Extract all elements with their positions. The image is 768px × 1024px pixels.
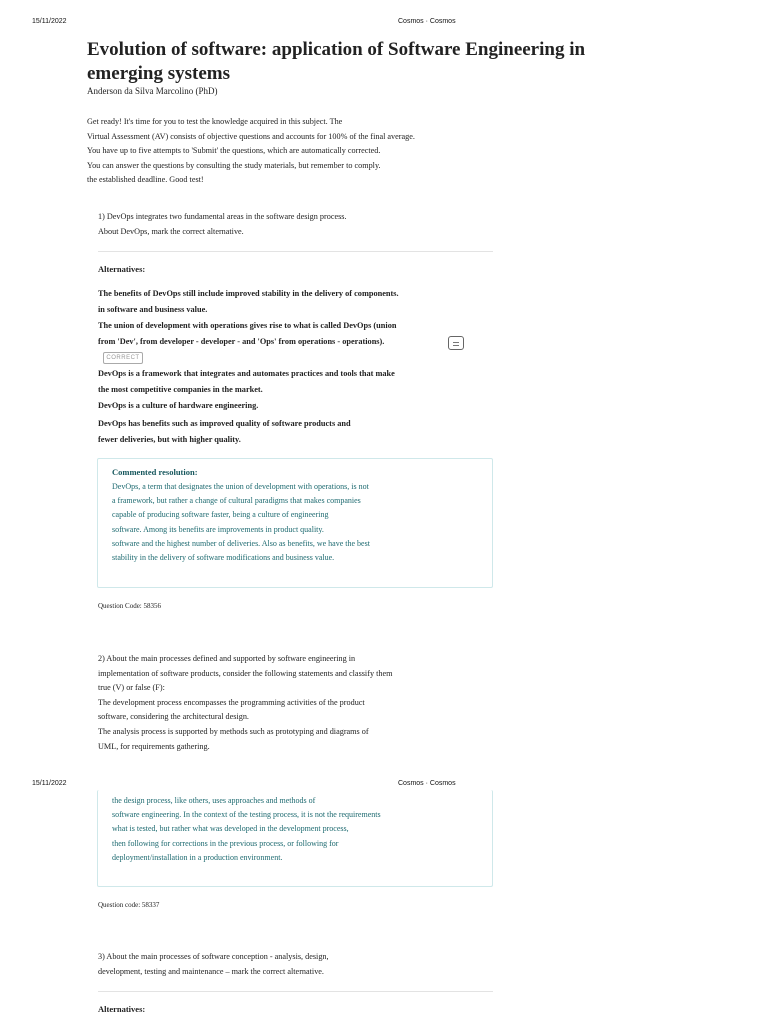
question-code: Question code: 58337 bbox=[98, 901, 160, 909]
alternative-text: DevOps has benefits such as improved quality of software products and bbox=[98, 419, 351, 428]
prompt-line: 3) About the main processes of software conception - analysis, design, bbox=[98, 952, 329, 961]
question-code: Question Code: 58356 bbox=[98, 602, 161, 610]
intro-line: You have up to five attempts to 'Submit' the questions, which are automatically corrected. bbox=[87, 146, 381, 156]
alternative-d[interactable] bbox=[98, 398, 258, 414]
intro-text bbox=[87, 115, 415, 188]
resolution-line: software. Among its benefits are improvements in product quality. bbox=[112, 524, 324, 534]
correct-badge: CORRECT bbox=[103, 352, 143, 364]
alternative-text: from 'Dev', from developer - developer - and 'Ops' from operations - operations). bbox=[98, 336, 385, 346]
prompt-line: UML, for requirements gathering. bbox=[98, 741, 210, 751]
author-name: Anderson da Silva Marcolino (PhD) bbox=[87, 86, 218, 96]
prompt-line: true (V) or false (F): bbox=[98, 683, 165, 693]
page-title: Evolution of software: application of Software Engineering in emerging systems bbox=[87, 39, 586, 84]
resolution-line: a framework, but rather a change of cultural paradigms that makes companies bbox=[112, 496, 361, 506]
resolution-line: software and the highest number of deliveries. Also as benefits, we have the best bbox=[112, 538, 370, 548]
alternative-text: fewer deliveries, but with higher quality. bbox=[98, 434, 241, 444]
alternative-text: The benefits of DevOps still include improved stability in the delivery of components. bbox=[98, 289, 399, 298]
alternative-text: DevOps is a culture of hardware engineering. bbox=[98, 401, 259, 410]
resolution-line: what is tested, but rather what was developed in the development process, bbox=[112, 824, 349, 834]
resolution-text bbox=[112, 794, 381, 865]
intro-line: Virtual Assessment (AV) consists of objective questions and accounts for 100% of the final average. bbox=[87, 131, 415, 141]
alternative-text: DevOps is a framework that integrates and automates practices and tools that make bbox=[98, 369, 395, 378]
resolution-text bbox=[112, 480, 370, 565]
print-date: 15/11/2022 bbox=[32, 780, 67, 787]
copy-icon[interactable] bbox=[448, 336, 464, 350]
alternative-a[interactable] bbox=[98, 286, 399, 317]
divider bbox=[98, 251, 493, 252]
alternative-c[interactable] bbox=[98, 366, 395, 397]
alternative-text: The union of development with operations gives rise to what is called DevOps (union bbox=[98, 321, 397, 330]
question-3-prompt bbox=[98, 950, 329, 979]
alternative-e[interactable] bbox=[98, 416, 351, 447]
prompt-line: About DevOps, mark the correct alternative. bbox=[98, 226, 244, 236]
intro-line: the established deadline. Good test! bbox=[87, 175, 204, 185]
print-site-name: Cosmos · Cosmos bbox=[398, 18, 456, 25]
prompt-line: The development process encompasses the programming activities of the product bbox=[98, 697, 365, 707]
intro-line: You can answer the questions by consulting the study materials, but remember to comply. bbox=[87, 160, 381, 170]
prompt-line: development, testing and maintenance – mark the correct alternative. bbox=[98, 966, 324, 976]
alternative-b[interactable] bbox=[98, 318, 396, 349]
question-1-prompt bbox=[98, 210, 347, 239]
question-2-prompt bbox=[98, 652, 392, 754]
resolution-line: DevOps, a term that designates the union of development with operations, is not bbox=[112, 482, 369, 491]
intro-line: Get ready! It's time for you to test the knowledge acquired in this subject. The bbox=[87, 117, 343, 126]
resolution-line: stability in the delivery of software modifications and business value. bbox=[112, 553, 335, 563]
alternatives-label: Alternatives: bbox=[98, 264, 146, 274]
prompt-line: 2) About the main processes defined and supported by software engineering in bbox=[98, 654, 356, 663]
alternatives-label: Alternatives: bbox=[98, 1004, 146, 1014]
prompt-line: The analysis process is supported by methods such as prototyping and diagrams of bbox=[98, 726, 369, 736]
alternative-text: the most competitive companies in the market. bbox=[98, 384, 263, 394]
resolution-line: then following for corrections in the previous process, or following for bbox=[112, 838, 339, 848]
resolution-title: Commented resolution: bbox=[112, 467, 198, 477]
print-site-name: Cosmos · Cosmos bbox=[398, 780, 456, 787]
prompt-line: software, considering the architectural design. bbox=[98, 712, 249, 722]
divider bbox=[98, 991, 493, 992]
print-date: 15/11/2022 bbox=[32, 18, 67, 25]
resolution-line: the design process, like others, uses approaches and methods of bbox=[112, 796, 316, 805]
resolution-line: software engineering. In the context of the testing process, it is not the requirements bbox=[112, 810, 381, 820]
alternative-text: in software and business value. bbox=[98, 304, 208, 314]
prompt-line: 1) DevOps integrates two fundamental areas in the software design process. bbox=[98, 212, 347, 221]
resolution-line: capable of producing software faster, being a culture of engineering bbox=[112, 510, 329, 520]
resolution-line: deployment/installation in a production environment. bbox=[112, 852, 283, 862]
prompt-line: implementation of software products, consider the following statements and classify them bbox=[98, 668, 393, 678]
